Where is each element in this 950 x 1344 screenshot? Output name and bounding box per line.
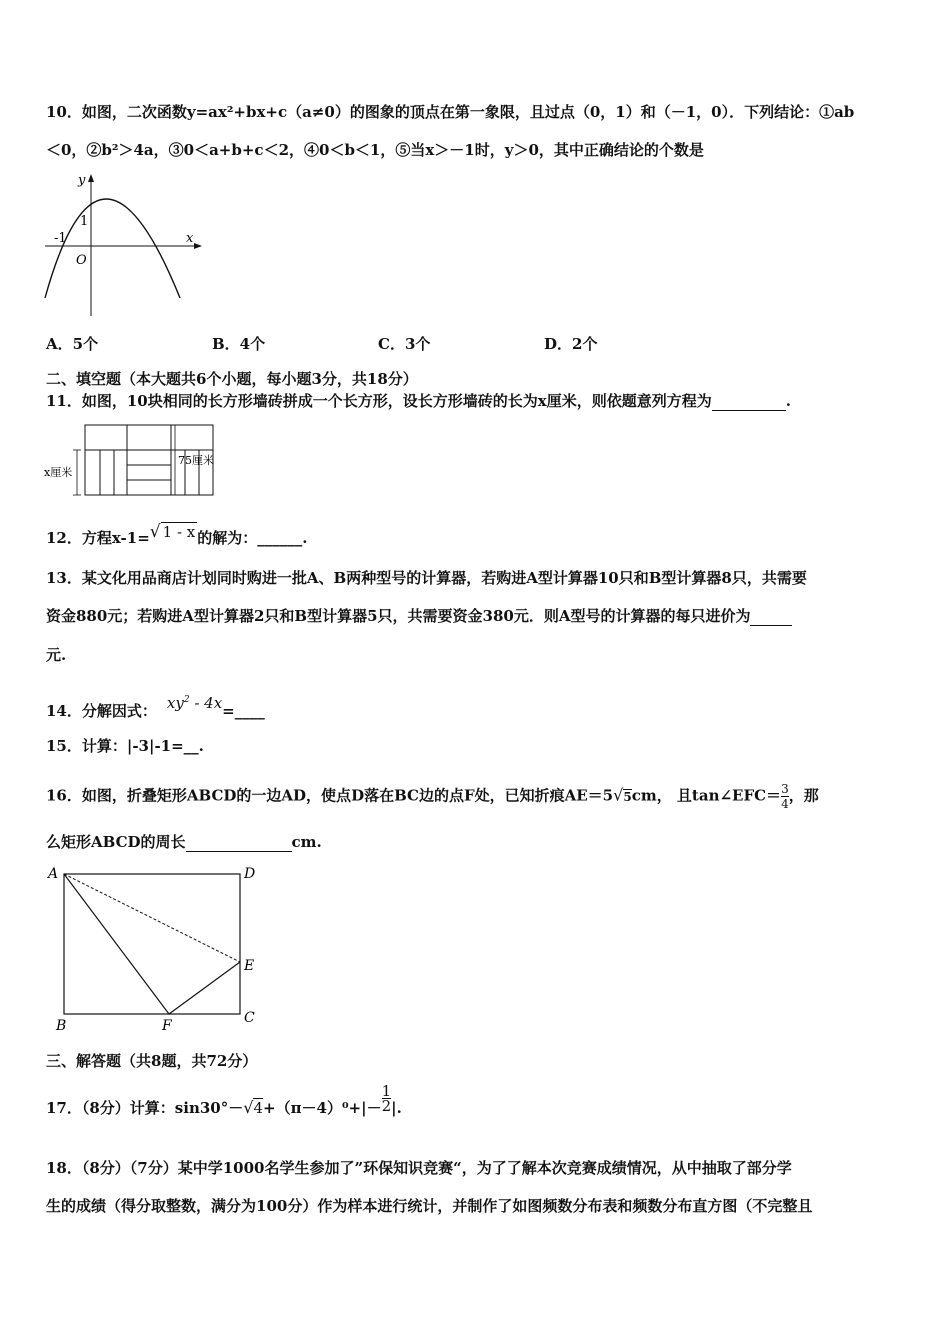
label-c: C (244, 1010, 255, 1026)
q10-line-1: 10．如图，二次函数y=ax²+bx+c（a≠0）的图象的顶点在第一象限，且过点（0，1）和（－1，0）．下列结论：①ab (46, 103, 855, 121)
q10-line-2: ＜0，②b²＞4a，③0＜a+b+c＜2，④0＜b＜1，⑤当x＞－1时，y＞0，其中正确结论的个数是 (46, 141, 704, 159)
q16-line-2-a: 么矩形ABCD的周长 (46, 833, 186, 851)
graph-y-arrow (88, 174, 94, 182)
q14-suffix: =____ (222, 702, 265, 720)
q11-text (46, 391, 791, 411)
q13-line-2-text: 资金880元；若购进A型计算器2只和B型计算器5只，共需要资金380元．则A型号的计算器的每只进价为 (46, 607, 751, 625)
graph-origin-label: O (76, 253, 87, 268)
graph-y-tick-1: 1 (80, 214, 89, 229)
q13-line-3: 元. (46, 646, 67, 664)
q11-stem: 11．如图，10块相同的长方形墙砖拼成一个长方形，设长方形墙砖的长为x厘米，则依题意列方程为 (46, 392, 712, 410)
q16-frac-num: 3 (781, 782, 789, 796)
q16-frac-den: 4 (781, 797, 789, 811)
q11-brick-figure (44, 420, 224, 500)
graph-x-tick-minus1: -1 (54, 231, 67, 246)
graph-x-arrow (194, 243, 202, 249)
q12-prefix: 12．方程x-1= (46, 529, 150, 547)
q14-expr-exp: 2 (183, 695, 190, 705)
q11-tail: . (785, 392, 791, 410)
segment-fe (169, 962, 240, 1014)
section-2-heading: 二、填空题（本大题共6个小题，每小题3分，共18分） (46, 370, 418, 388)
q16-line-2 (46, 832, 322, 852)
label-f: F (162, 1018, 172, 1034)
q14-expr-rest: - 4x (189, 694, 223, 712)
q11-answer-blank (712, 396, 786, 411)
q16-line-1-b: cm， 且tan∠EFC＝ (631, 786, 782, 805)
q14-text (46, 690, 265, 721)
section-3-heading: 三、解答题（共8题，共72分） (46, 1052, 258, 1070)
q10-option-b: B．4个 (212, 335, 266, 353)
q16-rectangle-figure (44, 862, 274, 1034)
q13-line-2 (46, 606, 792, 626)
q10-option-c: C．3个 (378, 335, 431, 353)
q11-height-label: 75厘米 (178, 454, 214, 467)
q17-prefix: 17．（8分）计算：sin30°－ (46, 1099, 244, 1117)
graph-parabola (45, 199, 180, 298)
q16-line-1: 16．如图，折叠矩形ABCD的一边AD，使点D落在BC边的点F处，已知折痕AE＝5√5cm， 且tan∠EFC＝ $\frac{3}{4}$ ，那 (46, 782, 819, 811)
q12-text: 12．方程x-1=√ 1 - x 的解为：______. (46, 522, 308, 547)
q17-suffix: |. (391, 1099, 402, 1117)
segment-af (64, 874, 169, 1014)
label-d: D (244, 866, 256, 882)
fold-line-ae (64, 874, 240, 962)
q10-option-d: D．2个 (544, 335, 598, 353)
q15-text: 15．计算：|-3|-1=__. (46, 737, 204, 755)
q13-answer-blank (750, 611, 792, 626)
q10-parabola-graph (40, 170, 210, 320)
q17-text: 17．（8分）计算：sin30°－√4+（π－4）⁰+|－ $\frac{1}{2}$ |. (46, 1081, 402, 1117)
q18-line-1: 18．（8分）（7分）某中学1000名学生参加了”环保知识竞赛“，为了了解本次竞赛成绩情况，从中抽取了部分学 (46, 1159, 792, 1177)
q17-radicand: 4 (253, 1099, 263, 1117)
q17-middle: +（π－4）⁰+|－ (263, 1099, 382, 1117)
q10-option-a: A．5个 (46, 335, 99, 353)
q14-prefix: 14．分解因式： (46, 702, 157, 720)
label-e: E (244, 958, 255, 974)
q17-frac-num: 1 (381, 1081, 392, 1100)
graph-y-label: y (78, 173, 86, 188)
q16-line-1-a: 16．如图，折叠矩形ABCD的一边AD，使点D落在BC边的点F处，已知折痕AE＝5 (46, 786, 614, 805)
q11-x-label: x厘米 (44, 466, 73, 479)
q16-tan-fraction (781, 782, 789, 811)
q16-line-2-b: cm. (291, 833, 322, 851)
graph-x-label: x (186, 231, 194, 246)
q17-frac-den: 2 (381, 1096, 392, 1115)
q16-answer-blank (186, 837, 292, 852)
q16-sqrt: 5 (623, 789, 632, 804)
q17-fraction (381, 1081, 392, 1115)
q12-radicand: 1 - x (162, 523, 196, 541)
q14-expr-x: xy (166, 694, 184, 712)
q18-line-2: 生的成绩（得分取整数，满分为100分）作为样本进行统计，并制作了如图频数分布表和频数分布直方图（不完整且 (46, 1197, 813, 1215)
q12-suffix: 的解为：______. (197, 529, 308, 547)
q16-line-1-c: ，那 (788, 786, 819, 805)
label-b: B (56, 1018, 67, 1034)
label-a: A (48, 866, 59, 882)
q13-line-1: 13．某文化用品商店计划同时购进一批A、B两种型号的计算器，若购进A型计算器10只和B型计算器8只，共需要 (46, 569, 807, 587)
